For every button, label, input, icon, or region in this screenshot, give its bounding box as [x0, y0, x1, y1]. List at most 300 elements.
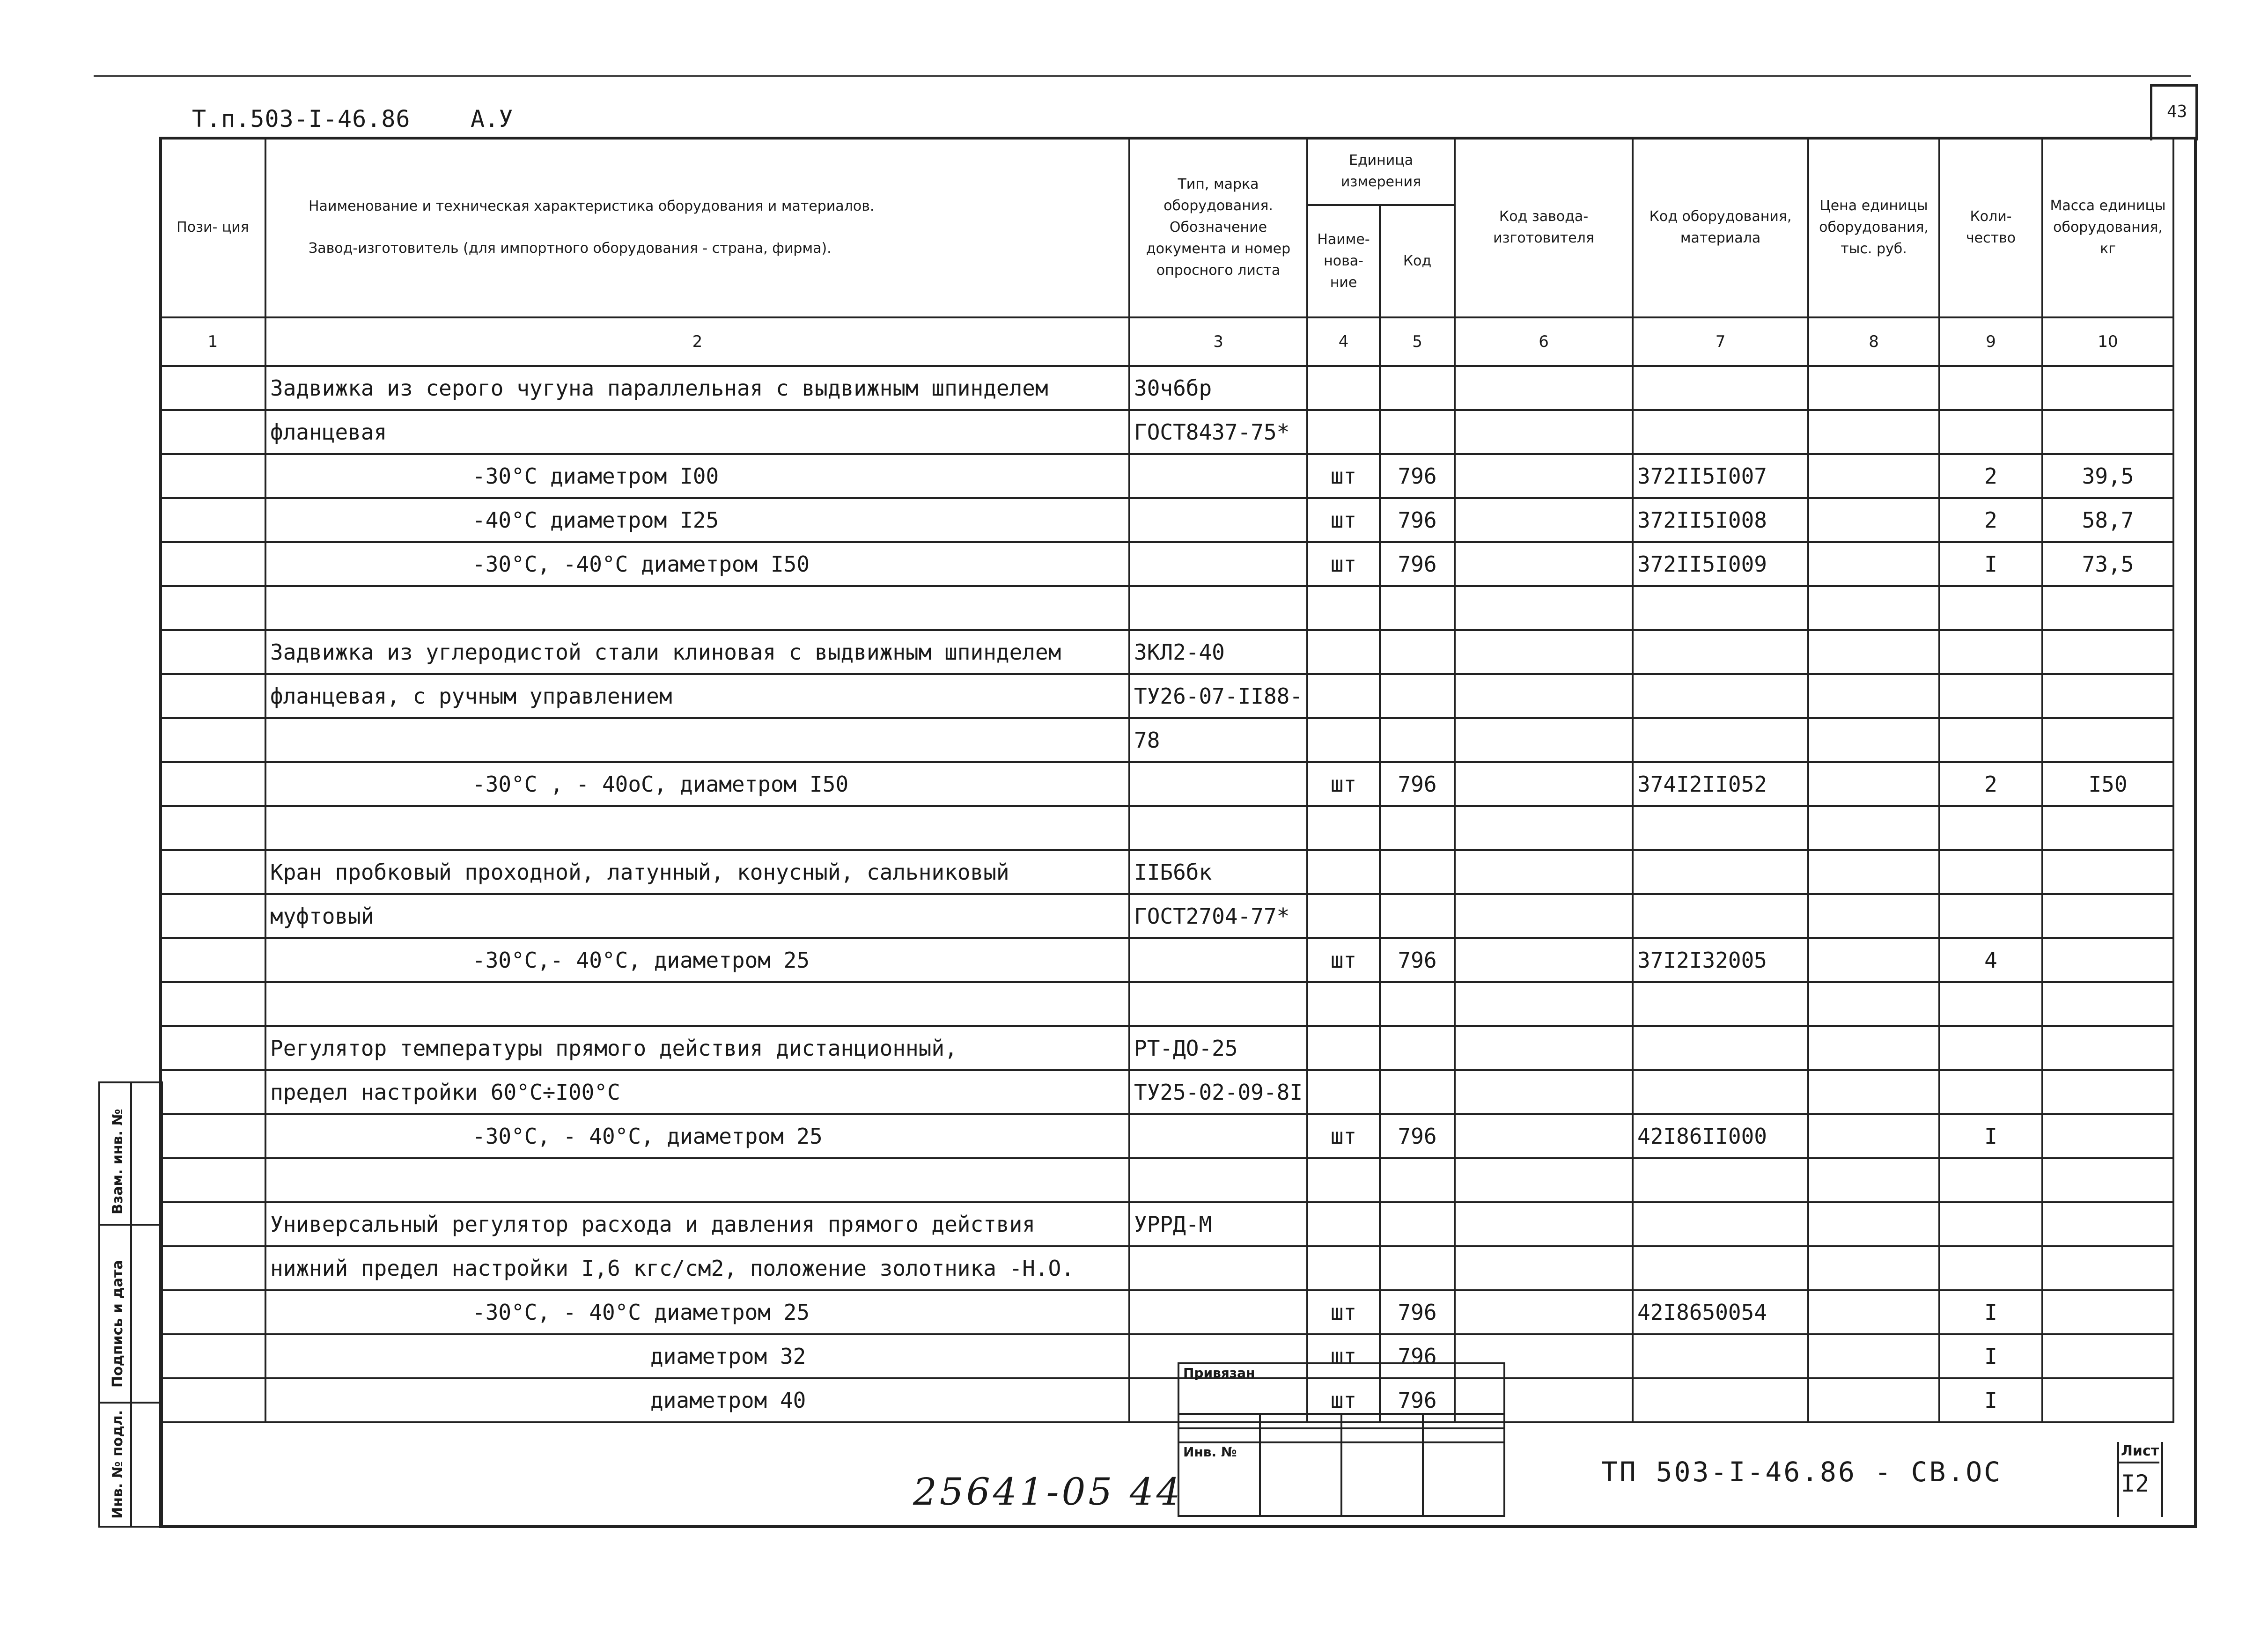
- cell-price: [1808, 410, 1939, 454]
- cell-unit-code: [1380, 1202, 1455, 1246]
- cell-unit-code: [1380, 410, 1455, 454]
- cell-mass: I50: [2042, 762, 2173, 806]
- sidebar-vzam-label: Взам. инв. №: [110, 1109, 126, 1214]
- cell-unit-code: [1380, 806, 1455, 850]
- cell-pos: [160, 630, 265, 674]
- cell-unit-code: [1380, 850, 1455, 894]
- cell-pos: [160, 938, 265, 982]
- cell-code: [1633, 850, 1808, 894]
- cell-pos: [160, 498, 265, 542]
- table-row: [160, 1334, 2173, 1378]
- cell-pos: [160, 894, 265, 938]
- cell-name: [265, 718, 1129, 762]
- cell-factory: [1455, 1290, 1633, 1334]
- cell-unit: [1307, 894, 1380, 938]
- inv-no-label: Инв. №: [1178, 1442, 1260, 1516]
- sidebar-divider: [100, 1402, 161, 1404]
- cell-qty: [1939, 894, 2042, 938]
- cell-type: [1129, 1246, 1307, 1290]
- cell-pos: [160, 1246, 265, 1290]
- cell-pos: [160, 542, 265, 586]
- cell-qty: [1939, 850, 2042, 894]
- title-block-binding: [1178, 1362, 1505, 1517]
- cell-unit-code: [1380, 894, 1455, 938]
- cell-type: ТУ26-07-II88-: [1129, 674, 1307, 718]
- cell-factory: [1455, 1158, 1633, 1202]
- cell-qty: [1939, 674, 2042, 718]
- cell-qty: 2: [1939, 762, 2042, 806]
- cell-factory: [1455, 498, 1633, 542]
- table-row: [160, 1158, 2173, 1202]
- col-header-mass: Масса единицы оборудования, кг: [2042, 138, 2173, 317]
- col-header-position: Пози- ция: [160, 138, 265, 317]
- cell-price: [1808, 762, 1939, 806]
- cell-type: [1129, 762, 1307, 806]
- cell-pos: [160, 1114, 265, 1158]
- cell-qty: [1939, 1246, 2042, 1290]
- cell-mass: [2042, 718, 2173, 762]
- specification-table: [159, 137, 2174, 1423]
- sidebar-inv-label: Инв. № подл.: [110, 1410, 126, 1519]
- cell-factory: [1455, 366, 1633, 410]
- cell-type: IIБ6бк: [1129, 850, 1307, 894]
- table-row: [160, 454, 2173, 498]
- cell-price: [1808, 1246, 1939, 1290]
- header-row: [160, 138, 2173, 205]
- col-header-name: [265, 138, 1129, 317]
- table-row: [160, 806, 2173, 850]
- column-number: 3: [1129, 317, 1307, 366]
- cell-unit: [1307, 1026, 1380, 1070]
- cell-name: Кран пробковый проходной, латунный, конусный, сальниковый: [265, 850, 1129, 894]
- cell-type: ЗКЛ2-40: [1129, 630, 1307, 674]
- cell-qty: I: [1939, 542, 2042, 586]
- cell-type: [1129, 542, 1307, 586]
- cell-qty: I: [1939, 1114, 2042, 1158]
- cell-qty: [1939, 1158, 2042, 1202]
- cell-name: -30°С , - 40оС, диаметром I50: [265, 762, 1129, 806]
- cell-unit: шт: [1307, 1334, 1380, 1378]
- cell-unit: [1307, 1246, 1380, 1290]
- cell-name: Задвижка из серого чугуна параллельная с выдвижным шпинделем: [265, 366, 1129, 410]
- cell-unit: шт: [1307, 1290, 1380, 1334]
- cell-mass: [2042, 410, 2173, 454]
- cell-price: [1808, 850, 1939, 894]
- cell-unit: [1307, 850, 1380, 894]
- table-row: [160, 1246, 2173, 1290]
- cell-qty: [1939, 982, 2042, 1026]
- sidebar-divider: [130, 1083, 132, 1526]
- cell-name: нижний предел настройки I,6 кгс/см2, положение золотника -Н.О.: [265, 1246, 1129, 1290]
- cell-mass: [2042, 674, 2173, 718]
- cell-price: [1808, 586, 1939, 630]
- cell-mass: [2042, 1334, 2173, 1378]
- cell-unit: [1307, 1202, 1380, 1246]
- cell-type: [1129, 454, 1307, 498]
- col-header-unit-name: Наиме- нова- ние: [1307, 205, 1380, 317]
- cell-type: [1129, 1290, 1307, 1334]
- cell-type: [1129, 1114, 1307, 1158]
- top-rule: [94, 75, 2191, 77]
- cell-unit: [1307, 806, 1380, 850]
- cell-mass: [2042, 366, 2173, 410]
- cell-unit: [1307, 1158, 1380, 1202]
- table-row: [160, 938, 2173, 982]
- cell-code: [1633, 586, 1808, 630]
- cell-pos: [160, 1026, 265, 1070]
- cell-code: [1633, 894, 1808, 938]
- cell-code: [1633, 1334, 1808, 1378]
- cell-code: 37I2I32005: [1633, 938, 1808, 982]
- cell-unit-code: 796: [1380, 1114, 1455, 1158]
- cell-pos: [160, 1202, 265, 1246]
- column-number: 2: [265, 317, 1129, 366]
- table-row: [160, 674, 2173, 718]
- cell-code: [1633, 982, 1808, 1026]
- cell-price: [1808, 1158, 1939, 1202]
- cell-name: фланцевая, с ручным управлением: [265, 674, 1129, 718]
- cell-code: [1633, 1246, 1808, 1290]
- cell-mass: [2042, 630, 2173, 674]
- cell-type: [1129, 1158, 1307, 1202]
- cell-type: [1129, 938, 1307, 982]
- page-number: 43: [2167, 102, 2187, 121]
- cell-name: [265, 1158, 1129, 1202]
- cell-qty: I: [1939, 1290, 2042, 1334]
- cell-type: ГОСТ8437-75*: [1129, 410, 1307, 454]
- table-row: [160, 498, 2173, 542]
- cell-factory: [1455, 1070, 1633, 1114]
- cell-code: [1633, 1378, 1808, 1422]
- table-row: [160, 366, 2173, 410]
- cell-pos: [160, 410, 265, 454]
- cell-factory: [1455, 1026, 1633, 1070]
- cell-type: 30ч6бр: [1129, 366, 1307, 410]
- cell-mass: [2042, 1070, 2173, 1114]
- cell-name: [265, 982, 1129, 1026]
- table-row: [160, 1290, 2173, 1334]
- cell-pos: [160, 366, 265, 410]
- table-row: [160, 1026, 2173, 1070]
- sheet-divider: [2117, 1462, 2159, 1463]
- cell-qty: [1939, 1202, 2042, 1246]
- album-label: А.У: [471, 105, 513, 132]
- cell-price: [1808, 982, 1939, 1026]
- cell-factory: [1455, 630, 1633, 674]
- cell-pos: [160, 850, 265, 894]
- cell-mass: [2042, 806, 2173, 850]
- cell-unit-code: [1380, 366, 1455, 410]
- cell-price: [1808, 1378, 1939, 1422]
- cell-mass: [2042, 894, 2173, 938]
- col-header-factory-code: Код завода-изготовителя: [1455, 138, 1633, 317]
- col-header-unit-code: Код: [1380, 205, 1455, 317]
- col-header-unit-group: Единица измерения: [1307, 138, 1455, 205]
- col-header-quantity: Коли- чество: [1939, 138, 2042, 317]
- cell-factory: [1455, 718, 1633, 762]
- cell-price: [1808, 894, 1939, 938]
- table-row: [160, 1202, 2173, 1246]
- cell-unit: шт: [1307, 498, 1380, 542]
- cell-price: [1808, 1334, 1939, 1378]
- column-number: 7: [1633, 317, 1808, 366]
- sheet-number: I2: [2121, 1470, 2150, 1497]
- cell-qty: I: [1939, 1334, 2042, 1378]
- col-header-price: Цена единицы оборудования, тыс. руб.: [1808, 138, 1939, 317]
- cell-name: предел настройки 60°С÷I00°С: [265, 1070, 1129, 1114]
- table-row: [160, 982, 2173, 1026]
- sheet-label: Лист: [2121, 1443, 2159, 1459]
- cell-mass: [2042, 938, 2173, 982]
- cell-factory: [1455, 542, 1633, 586]
- table-row: [160, 410, 2173, 454]
- cell-mass: 73,5: [2042, 542, 2173, 586]
- cell-code: [1633, 630, 1808, 674]
- cell-type: [1129, 982, 1307, 1026]
- cell-qty: [1939, 410, 2042, 454]
- cell-pos: [160, 454, 265, 498]
- cell-name: -40°С диаметром I25: [265, 498, 1129, 542]
- cell-unit: [1307, 674, 1380, 718]
- cell-mass: [2042, 1202, 2173, 1246]
- table-row: [160, 1070, 2173, 1114]
- cell-price: [1808, 1114, 1939, 1158]
- handwritten-inventory-note: 25641-05 44: [913, 1470, 1183, 1514]
- cell-pos: [160, 586, 265, 630]
- cell-price: [1808, 1026, 1939, 1070]
- cell-factory: [1455, 938, 1633, 982]
- cell-qty: 2: [1939, 498, 2042, 542]
- cell-mass: [2042, 1114, 2173, 1158]
- cell-pos: [160, 1290, 265, 1334]
- cell-unit-code: 796: [1380, 1334, 1455, 1378]
- cell-code: [1633, 1158, 1808, 1202]
- cell-factory: [1455, 1114, 1633, 1158]
- cell-pos: [160, 1334, 265, 1378]
- cell-code: [1633, 1070, 1808, 1114]
- col-header-type: Тип, марка оборудования. Обозначение документа и номер опросного листа: [1129, 138, 1307, 317]
- column-number: 9: [1939, 317, 2042, 366]
- cell-unit-code: [1380, 630, 1455, 674]
- cell-name: [265, 806, 1129, 850]
- cell-type: 78: [1129, 718, 1307, 762]
- cell-factory: [1455, 894, 1633, 938]
- cell-price: [1808, 630, 1939, 674]
- cell-unit-code: 796: [1380, 542, 1455, 586]
- table-body: [160, 366, 2173, 1422]
- cell-unit-code: [1380, 1026, 1455, 1070]
- cell-qty: I: [1939, 1378, 2042, 1422]
- cell-unit-code: 796: [1380, 1290, 1455, 1334]
- cell-pos: [160, 806, 265, 850]
- cell-price: [1808, 1290, 1939, 1334]
- table-row: [160, 762, 2173, 806]
- cell-code: 372II5I007: [1633, 454, 1808, 498]
- cell-code: [1633, 806, 1808, 850]
- column-number: 5: [1380, 317, 1455, 366]
- cell-qty: [1939, 630, 2042, 674]
- cell-unit-code: [1380, 982, 1455, 1026]
- column-number: 1: [160, 317, 265, 366]
- cell-mass: [2042, 1378, 2173, 1422]
- table-row: [160, 630, 2173, 674]
- table-row: [160, 1378, 2173, 1422]
- cell-factory: [1455, 586, 1633, 630]
- cell-qty: [1939, 1070, 2042, 1114]
- cell-mass: [2042, 1026, 2173, 1070]
- column-number: 10: [2042, 317, 2173, 366]
- cell-type: ГОСТ2704-77*: [1129, 894, 1307, 938]
- cell-price: [1808, 718, 1939, 762]
- cell-factory: [1455, 674, 1633, 718]
- cell-code: [1633, 366, 1808, 410]
- cell-qty: [1939, 806, 2042, 850]
- cell-qty: 4: [1939, 938, 2042, 982]
- cell-name: Универсальный регулятор расхода и давления прямого действия: [265, 1202, 1129, 1246]
- cell-unit-code: 796: [1380, 938, 1455, 982]
- cell-unit-code: 796: [1380, 498, 1455, 542]
- cell-pos: [160, 1378, 265, 1422]
- table-row: [160, 894, 2173, 938]
- cell-mass: 39,5: [2042, 454, 2173, 498]
- cell-unit: шт: [1307, 762, 1380, 806]
- cell-code: [1633, 1026, 1808, 1070]
- cell-factory: [1455, 410, 1633, 454]
- cell-name: -30°С диаметром I00: [265, 454, 1129, 498]
- cell-code: [1633, 1202, 1808, 1246]
- col-header-name-line1: Наименование и техническая характеристика оборудования и материалов.: [309, 198, 875, 214]
- cell-code: [1633, 674, 1808, 718]
- cell-unit: шт: [1307, 1114, 1380, 1158]
- cell-price: [1808, 806, 1939, 850]
- column-number: 8: [1808, 317, 1939, 366]
- cell-price: [1808, 1202, 1939, 1246]
- cell-unit: шт: [1307, 938, 1380, 982]
- sidebar-divider: [100, 1224, 161, 1226]
- cell-name: Задвижка из углеродистой стали клиновая с выдвижным шпинделем: [265, 630, 1129, 674]
- column-number: 6: [1455, 317, 1633, 366]
- cell-mass: [2042, 850, 2173, 894]
- document-code: ТП 503-I-46.86 - СВ.ОС: [1601, 1456, 2003, 1488]
- cell-unit: [1307, 630, 1380, 674]
- cell-name: диаметром 32: [265, 1334, 1129, 1378]
- cell-price: [1808, 454, 1939, 498]
- cell-type: ТУ25-02-09-8I: [1129, 1070, 1307, 1114]
- table-row: [160, 718, 2173, 762]
- cell-mass: 58,7: [2042, 498, 2173, 542]
- cell-unit: [1307, 410, 1380, 454]
- cell-qty: [1939, 586, 2042, 630]
- cell-unit: [1307, 366, 1380, 410]
- cell-unit-code: 796: [1380, 762, 1455, 806]
- cell-name: муфтовый: [265, 894, 1129, 938]
- cell-unit: [1307, 718, 1380, 762]
- cell-unit-code: [1380, 718, 1455, 762]
- cell-factory: [1455, 982, 1633, 1026]
- cell-code: 42I86II000: [1633, 1114, 1808, 1158]
- cell-type: РТ-ДО-25: [1129, 1026, 1307, 1070]
- cell-factory: [1455, 1246, 1633, 1290]
- col-header-name-line2: Завод-изготовитель (для импортного оборудования - страна, фирма).: [309, 240, 832, 257]
- cell-mass: [2042, 1246, 2173, 1290]
- binding-label: Привязан: [1178, 1363, 1504, 1414]
- cell-name: -30°С, - 40°С диаметром 25: [265, 1290, 1129, 1334]
- cell-unit: шт: [1307, 1378, 1380, 1422]
- cell-price: [1808, 1070, 1939, 1114]
- cell-unit: [1307, 982, 1380, 1026]
- cell-pos: [160, 982, 265, 1026]
- table-row: [160, 542, 2173, 586]
- cell-pos: [160, 718, 265, 762]
- cell-price: [1808, 498, 1939, 542]
- sidebar-signature-label: Подпись и дата: [110, 1260, 126, 1388]
- cell-code: 42I8650054: [1633, 1290, 1808, 1334]
- cell-pos: [160, 762, 265, 806]
- cell-code: 372II5I009: [1633, 542, 1808, 586]
- column-number-row: [160, 317, 2173, 366]
- cell-pos: [160, 1070, 265, 1114]
- cell-name: -30°С, - 40°С, диаметром 25: [265, 1114, 1129, 1158]
- cell-unit-code: 796: [1380, 454, 1455, 498]
- cell-unit-code: [1380, 1246, 1455, 1290]
- cell-type: [1129, 586, 1307, 630]
- project-reference: Т.п.503-I-46.86: [192, 105, 411, 132]
- cell-qty: [1939, 1026, 2042, 1070]
- cell-price: [1808, 542, 1939, 586]
- left-stamp-sidebar: [98, 1081, 163, 1528]
- cell-pos: [160, 674, 265, 718]
- cell-factory: [1455, 1202, 1633, 1246]
- cell-unit-code: 796: [1380, 1378, 1455, 1422]
- table-row: [160, 586, 2173, 630]
- cell-name: диаметром 40: [265, 1378, 1129, 1422]
- table-row: [160, 850, 2173, 894]
- cell-name: -30°С,- 40°С, диаметром 25: [265, 938, 1129, 982]
- cell-type: УРРД-М: [1129, 1202, 1307, 1246]
- cell-unit-code: [1380, 1070, 1455, 1114]
- cell-price: [1808, 674, 1939, 718]
- cell-qty: [1939, 366, 2042, 410]
- cell-qty: 2: [1939, 454, 2042, 498]
- cell-factory: [1455, 850, 1633, 894]
- cell-name: фланцевая: [265, 410, 1129, 454]
- cell-code: 374I2II052: [1633, 762, 1808, 806]
- cell-unit: шт: [1307, 454, 1380, 498]
- cell-factory: [1455, 762, 1633, 806]
- cell-factory: [1455, 454, 1633, 498]
- cell-type: [1129, 498, 1307, 542]
- cell-name: [265, 586, 1129, 630]
- cell-price: [1808, 938, 1939, 982]
- cell-type: [1129, 806, 1307, 850]
- cell-factory: [1455, 806, 1633, 850]
- cell-code: [1633, 410, 1808, 454]
- cell-mass: [2042, 1290, 2173, 1334]
- cell-unit-code: [1380, 674, 1455, 718]
- cell-unit: [1307, 1070, 1380, 1114]
- cell-name: -30°С, -40°С диаметром I50: [265, 542, 1129, 586]
- cell-mass: [2042, 982, 2173, 1026]
- cell-code: [1633, 718, 1808, 762]
- cell-unit: [1307, 586, 1380, 630]
- table-row: [160, 1114, 2173, 1158]
- column-number: 4: [1307, 317, 1380, 366]
- cell-mass: [2042, 1158, 2173, 1202]
- cell-pos: [160, 1158, 265, 1202]
- cell-price: [1808, 366, 1939, 410]
- cell-unit-code: [1380, 1158, 1455, 1202]
- cell-code: 372II5I008: [1633, 498, 1808, 542]
